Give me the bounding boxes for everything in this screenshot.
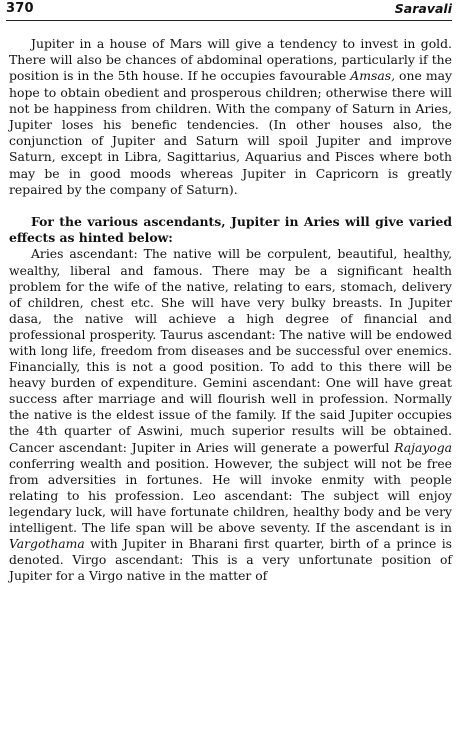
text-run: with Jupiter in Bharani first quarter, birth of a prince is denoted. Virgo ascendant: This is a very unfortunate position of Jupiter for a Virgo native in the matter of xyxy=(9,537,452,584)
text-run: Jupiter in a house of Mars will give a tendency to invest in gold. There will also be chances of abdominal operations, particularly if the position is in the 5th house. If he occupies favourable xyxy=(9,36,452,84)
text-run-italic: Amsas, xyxy=(350,68,396,84)
page-number: 370 xyxy=(6,1,34,16)
text-run-italic: Rajayoga xyxy=(394,440,452,455)
paragraph-jupiter-mars-house xyxy=(9,36,452,198)
paragraph-ascendants xyxy=(9,246,452,584)
body-text xyxy=(9,36,452,584)
text-run: Aries ascendant: The native will be corpulent, beautiful, healthy, wealthy, liberal and famous. There may be a significant health problem for the wife of the native, relating to ears, stomach, delivery of children, chest etc. She will have very bulky breasts. In Jupiter dasa, the native will achieve a high degree of financial and professional prosperity. Taurus ascendant: The native will be endowed with long life, freedom from diseases and be successful over enemics. Financially, this is not a good position. To add to this there will be heavy burden of expenditure. Gemini ascendant: One will have great success after marriage and will flourish well in profession. Normally the native is the eldest issue of the family. If the said Jupiter occupies the 4th quarter of Aswini, much superior results will be obtained. Cancer ascendant: Jupiter in Aries will generate a powerful xyxy=(9,247,452,455)
running-title: Saravali xyxy=(394,1,452,16)
section-heading: For the various ascendants, Jupiter in Aries will give varied effects as hinted below: xyxy=(9,214,452,246)
page-header xyxy=(6,0,452,21)
text-run-italic: Vargothama xyxy=(9,537,85,552)
text-run: conferring wealth and position. However, the subject will not be free from adversities in fortunes. He will invoke enmity with people relating to his profession. Leo ascendant: The subject will enjoy legendary luck, will have fortunate children, healthy body and be very intelligent. The life span will be above seventy. If the ascendant is in xyxy=(9,456,452,536)
text-run: one may hope to obtain obedient and prosperous children; otherwise there will not be happiness from children. With the company of Saturn in Aries, Jupiter loses his benefic tendencies. (In other houses also, the conjunction of Jupiter and Saturn will spoil Jupiter and improve Saturn, except in Libra, Sagittarius, Aquarius and Pisces where both may be in good moods whereas Jupiter in Capricorn is greatly repaired by the company of Saturn). xyxy=(9,68,452,197)
